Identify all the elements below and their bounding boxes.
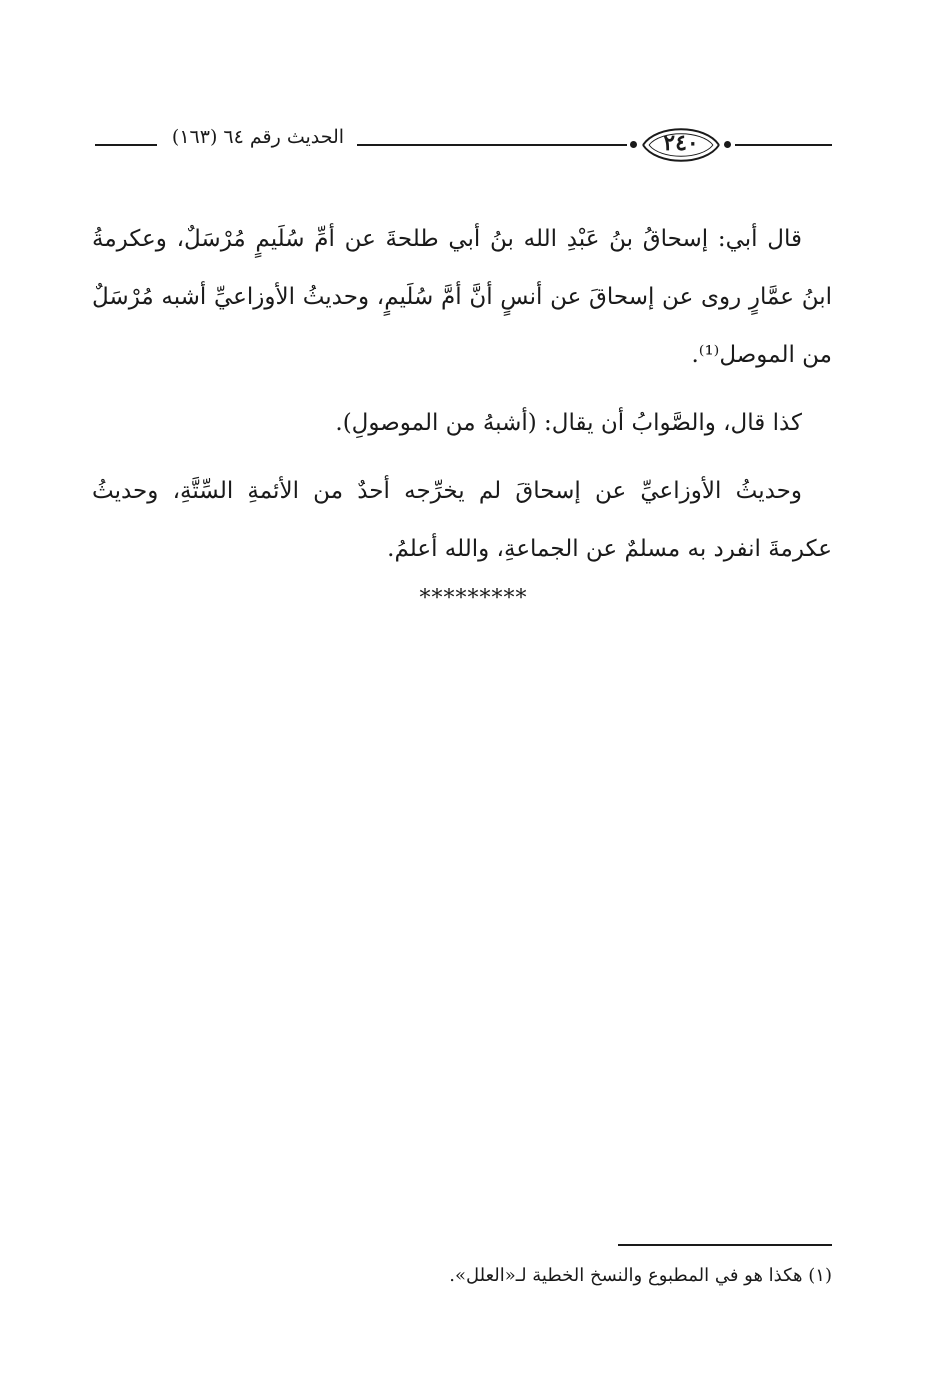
header-title: الحديث رقم ٦٤ (١٦٣) (171, 126, 345, 148)
main-text (92, 210, 832, 588)
page-header (95, 120, 832, 172)
footnote-rule (618, 1244, 832, 1246)
header-dot (630, 141, 637, 148)
header-rule (95, 144, 157, 146)
paragraph: كذا قال، والصَّوابُ أن يقال: (أشبهُ من الموصولِ). (335, 410, 802, 436)
header-dot (724, 141, 731, 148)
header-rule (735, 144, 832, 146)
header-rule (357, 144, 627, 146)
page-number: ٢٤٠ (663, 130, 699, 156)
footnote: (١) هكذا هو في المطبوع والنسخ الخطية لـ«العلل». (449, 1265, 832, 1286)
paragraph: قال أبي: إسحاقُ بنُ عَبْدِ الله بنُ أبي طلحةَ عن أمِّ سُلَيمٍ مُرْسَلٌ، وعكرمةُ ابنُ عمَّارٍ روى عن إسحاقَ عن أنسٍ أنَّ أمَّ سُلَيمٍ، وحديثُ الأوزاعيِّ أشبه مُرْسَلٌ من الموصل⁽¹⁾. (92, 226, 832, 368)
section-separator: ********* (419, 586, 528, 611)
paragraph: وحديثُ الأوزاعيِّ عن إسحاقَ لم يخرِّجه أحدٌ من الأئمةِ السِّتَّةِ، وحديثُ عكرمةَ انفرد به مسلمٌ عن الجماعةِ، والله أعلمُ. (92, 478, 832, 562)
